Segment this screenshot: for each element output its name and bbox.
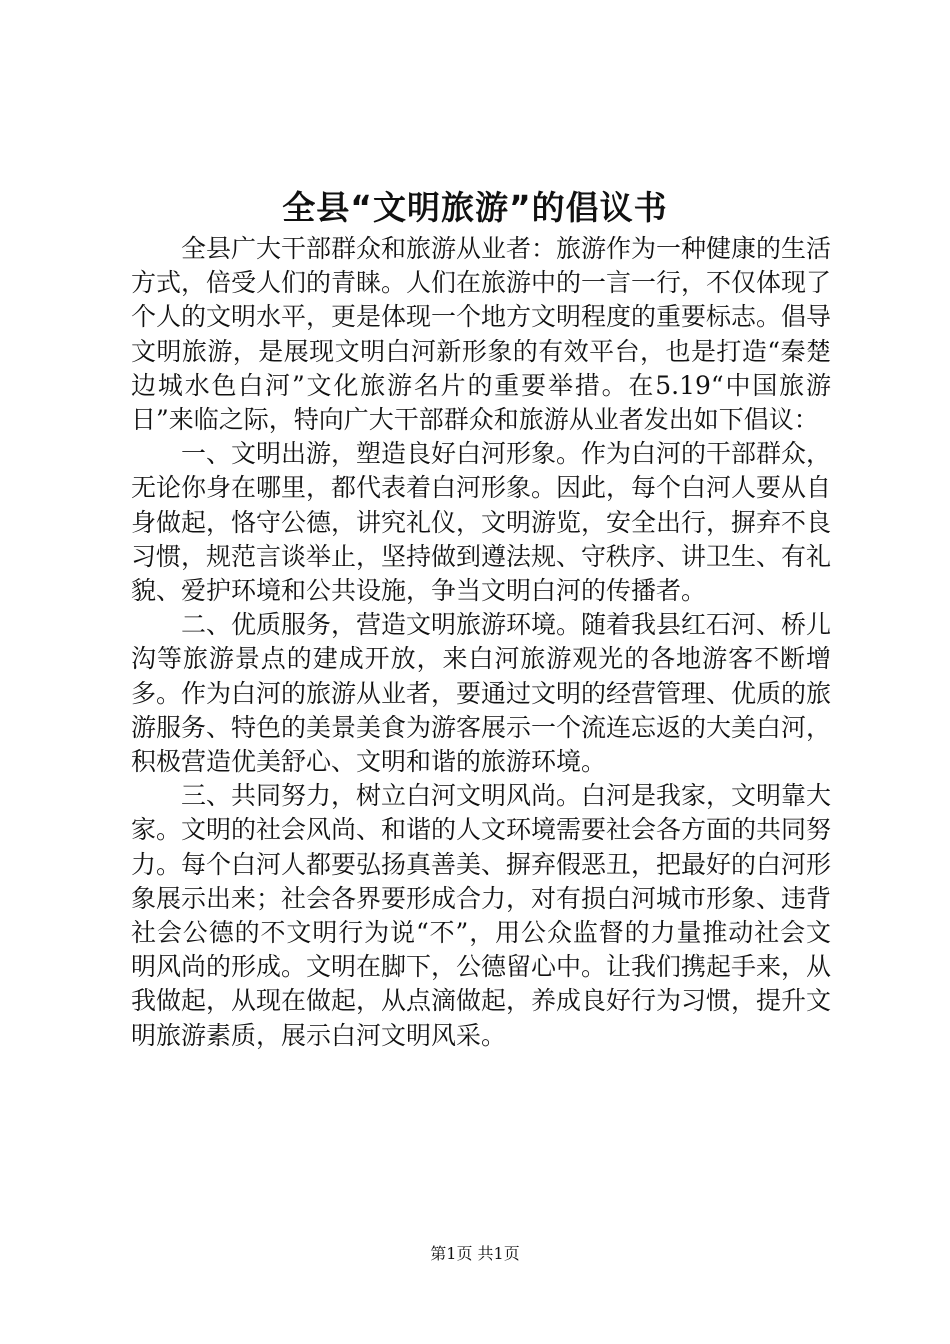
paragraph-point-2: 二、优质服务，营造文明旅游环境。随着我县红石河、桥儿沟等旅游景点的建成开放，来白河旅游观光的各地游客不断增多。作为白河的旅游从业者，要通过文明的经营管理、优质的旅游服务、特色的美景美食为游客展示一个流连忘返的大美白河，积极营造优美舒心、文明和谐的旅游环境。 [131,610,832,777]
paragraph-point-3: 三、共同努力，树立白河文明风尚。白河是我家，文明靠大家。文明的社会风尚、和谐的人文环境需要社会各方面的共同努力。每个白河人都要弘扬真善美、摒弃假恶丑，把最好的白河形象展示出来；社会各界要形成合力，对有损白河城市形象、违背社会公德的不文明行为说“不”，用公众监督的力量推动社会文明风尚的形成。文明在脚下，公德留心中。让我们携起手来，从我做起，从现在做起，从点滴做起，养成良好行为习惯，提升文明旅游素质，展示白河文明风采。 [131,781,832,1050]
document-body [131,232,831,1053]
paragraph-point-1: 一、文明出游，塑造良好白河形象。作为白河的干部群众，无论你身在哪里，都代表着白河形象。因此，每个白河人要从自身做起，恪守公德，讲究礼仪，文明游览，安全出行，摒弃不良习惯，规范言谈举止，坚持做到遵法规、守秩序、讲卫生、有礼貌、爱护环境和公共设施，争当文明白河的传播者。 [131,439,832,606]
document-title: 全县“文明旅游”的倡议书 [282,188,668,227]
page-footer: 第1页 共1页 [430,1244,520,1263]
paragraph-intro: 全县广大干部群众和旅游从业者：旅游作为一种健康的生活方式，倍受人们的青睐。人们在旅游中的一言一行，不仅体现了个人的文明水平，更是体现一个地方文明程度的重要标志。倡导文明旅游，是展现文明白河新形象的有效平台，也是打造“秦楚边城水色白河”文化旅游名片的重要举措。在5.19“中国旅游日”来临之际，特向广大干部群众和旅游从业者发出如下倡议： [131,234,832,435]
